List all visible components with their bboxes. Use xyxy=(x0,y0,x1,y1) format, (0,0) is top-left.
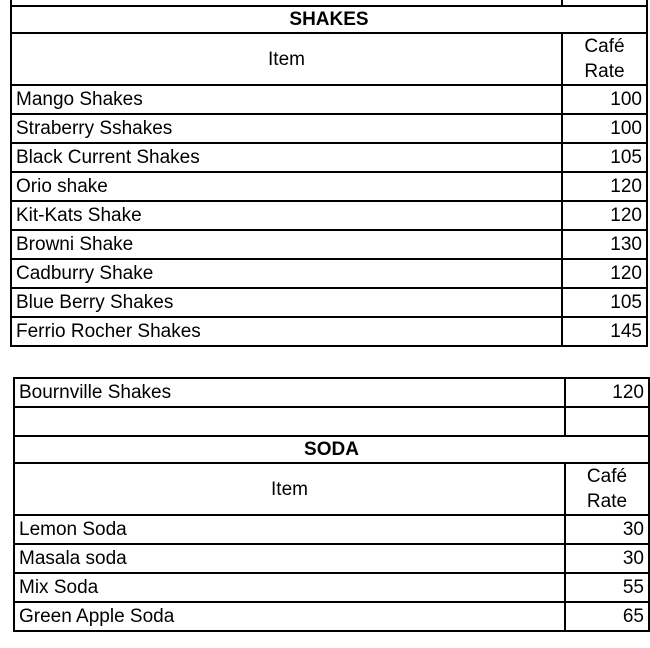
table-row xyxy=(11,317,647,346)
item-rate: 120 xyxy=(562,259,647,288)
item-name: Mix Soda xyxy=(14,573,565,602)
table-row xyxy=(14,573,649,602)
column-header-item: Item xyxy=(11,33,562,85)
table-row xyxy=(11,114,647,143)
item-name: Orio shake xyxy=(11,172,562,201)
table-row xyxy=(11,172,647,201)
soda-table xyxy=(13,377,650,632)
table-row xyxy=(14,544,649,573)
table-row xyxy=(14,378,649,407)
shakes-title-row xyxy=(11,6,647,33)
table-row xyxy=(11,259,647,288)
item-rate: 120 xyxy=(565,378,649,407)
soda-title-row xyxy=(14,436,649,463)
blank-cell xyxy=(14,407,565,436)
shakes-header-row xyxy=(11,33,647,85)
item-rate: 105 xyxy=(562,143,647,172)
item-rate: 30 xyxy=(565,515,649,544)
item-name: Cadburry Shake xyxy=(11,259,562,288)
item-name: Black Current Shakes xyxy=(11,143,562,172)
rate-header-line2: Rate xyxy=(586,491,628,512)
section-title-soda: SODA xyxy=(14,436,649,463)
item-rate: 145 xyxy=(562,317,647,346)
table-row xyxy=(11,201,647,230)
item-name: Ferrio Rocher Shakes xyxy=(11,317,562,346)
column-header-rate xyxy=(562,33,647,85)
item-rate: 55 xyxy=(565,573,649,602)
rate-header-line2: Rate xyxy=(584,61,625,82)
item-name: Mango Shakes xyxy=(11,85,562,114)
column-header-rate xyxy=(565,463,649,515)
item-rate: 30 xyxy=(565,544,649,573)
item-rate: 130 xyxy=(562,230,647,259)
item-name: Lemon Soda xyxy=(14,515,565,544)
item-rate: 120 xyxy=(562,201,647,230)
blank-cell xyxy=(565,407,649,436)
item-name: Bournville Shakes xyxy=(14,378,565,407)
table-row xyxy=(11,230,647,259)
item-name: Blue Berry Shakes xyxy=(11,288,562,317)
item-rate: 65 xyxy=(565,602,649,631)
shakes-table xyxy=(10,0,648,347)
item-rate: 100 xyxy=(562,114,647,143)
item-rate: 120 xyxy=(562,172,647,201)
item-name: Green Apple Soda xyxy=(14,602,565,631)
item-name: Masala soda xyxy=(14,544,565,573)
item-rate: 105 xyxy=(562,288,647,317)
table-row xyxy=(11,143,647,172)
item-name: Browni Shake xyxy=(11,230,562,259)
rate-header-line1: Café xyxy=(586,466,628,487)
item-name: Straberry Sshakes xyxy=(11,114,562,143)
blank-row xyxy=(14,407,649,436)
table-row xyxy=(14,515,649,544)
column-header-item: Item xyxy=(14,463,565,515)
table-row xyxy=(11,85,647,114)
item-rate: 100 xyxy=(562,85,647,114)
soda-header-row xyxy=(14,463,649,515)
item-name: Kit-Kats Shake xyxy=(11,201,562,230)
table-row xyxy=(11,288,647,317)
rate-header-line1: Café xyxy=(584,36,625,57)
section-title-shakes: SHAKES xyxy=(11,6,647,33)
table-row xyxy=(14,602,649,631)
